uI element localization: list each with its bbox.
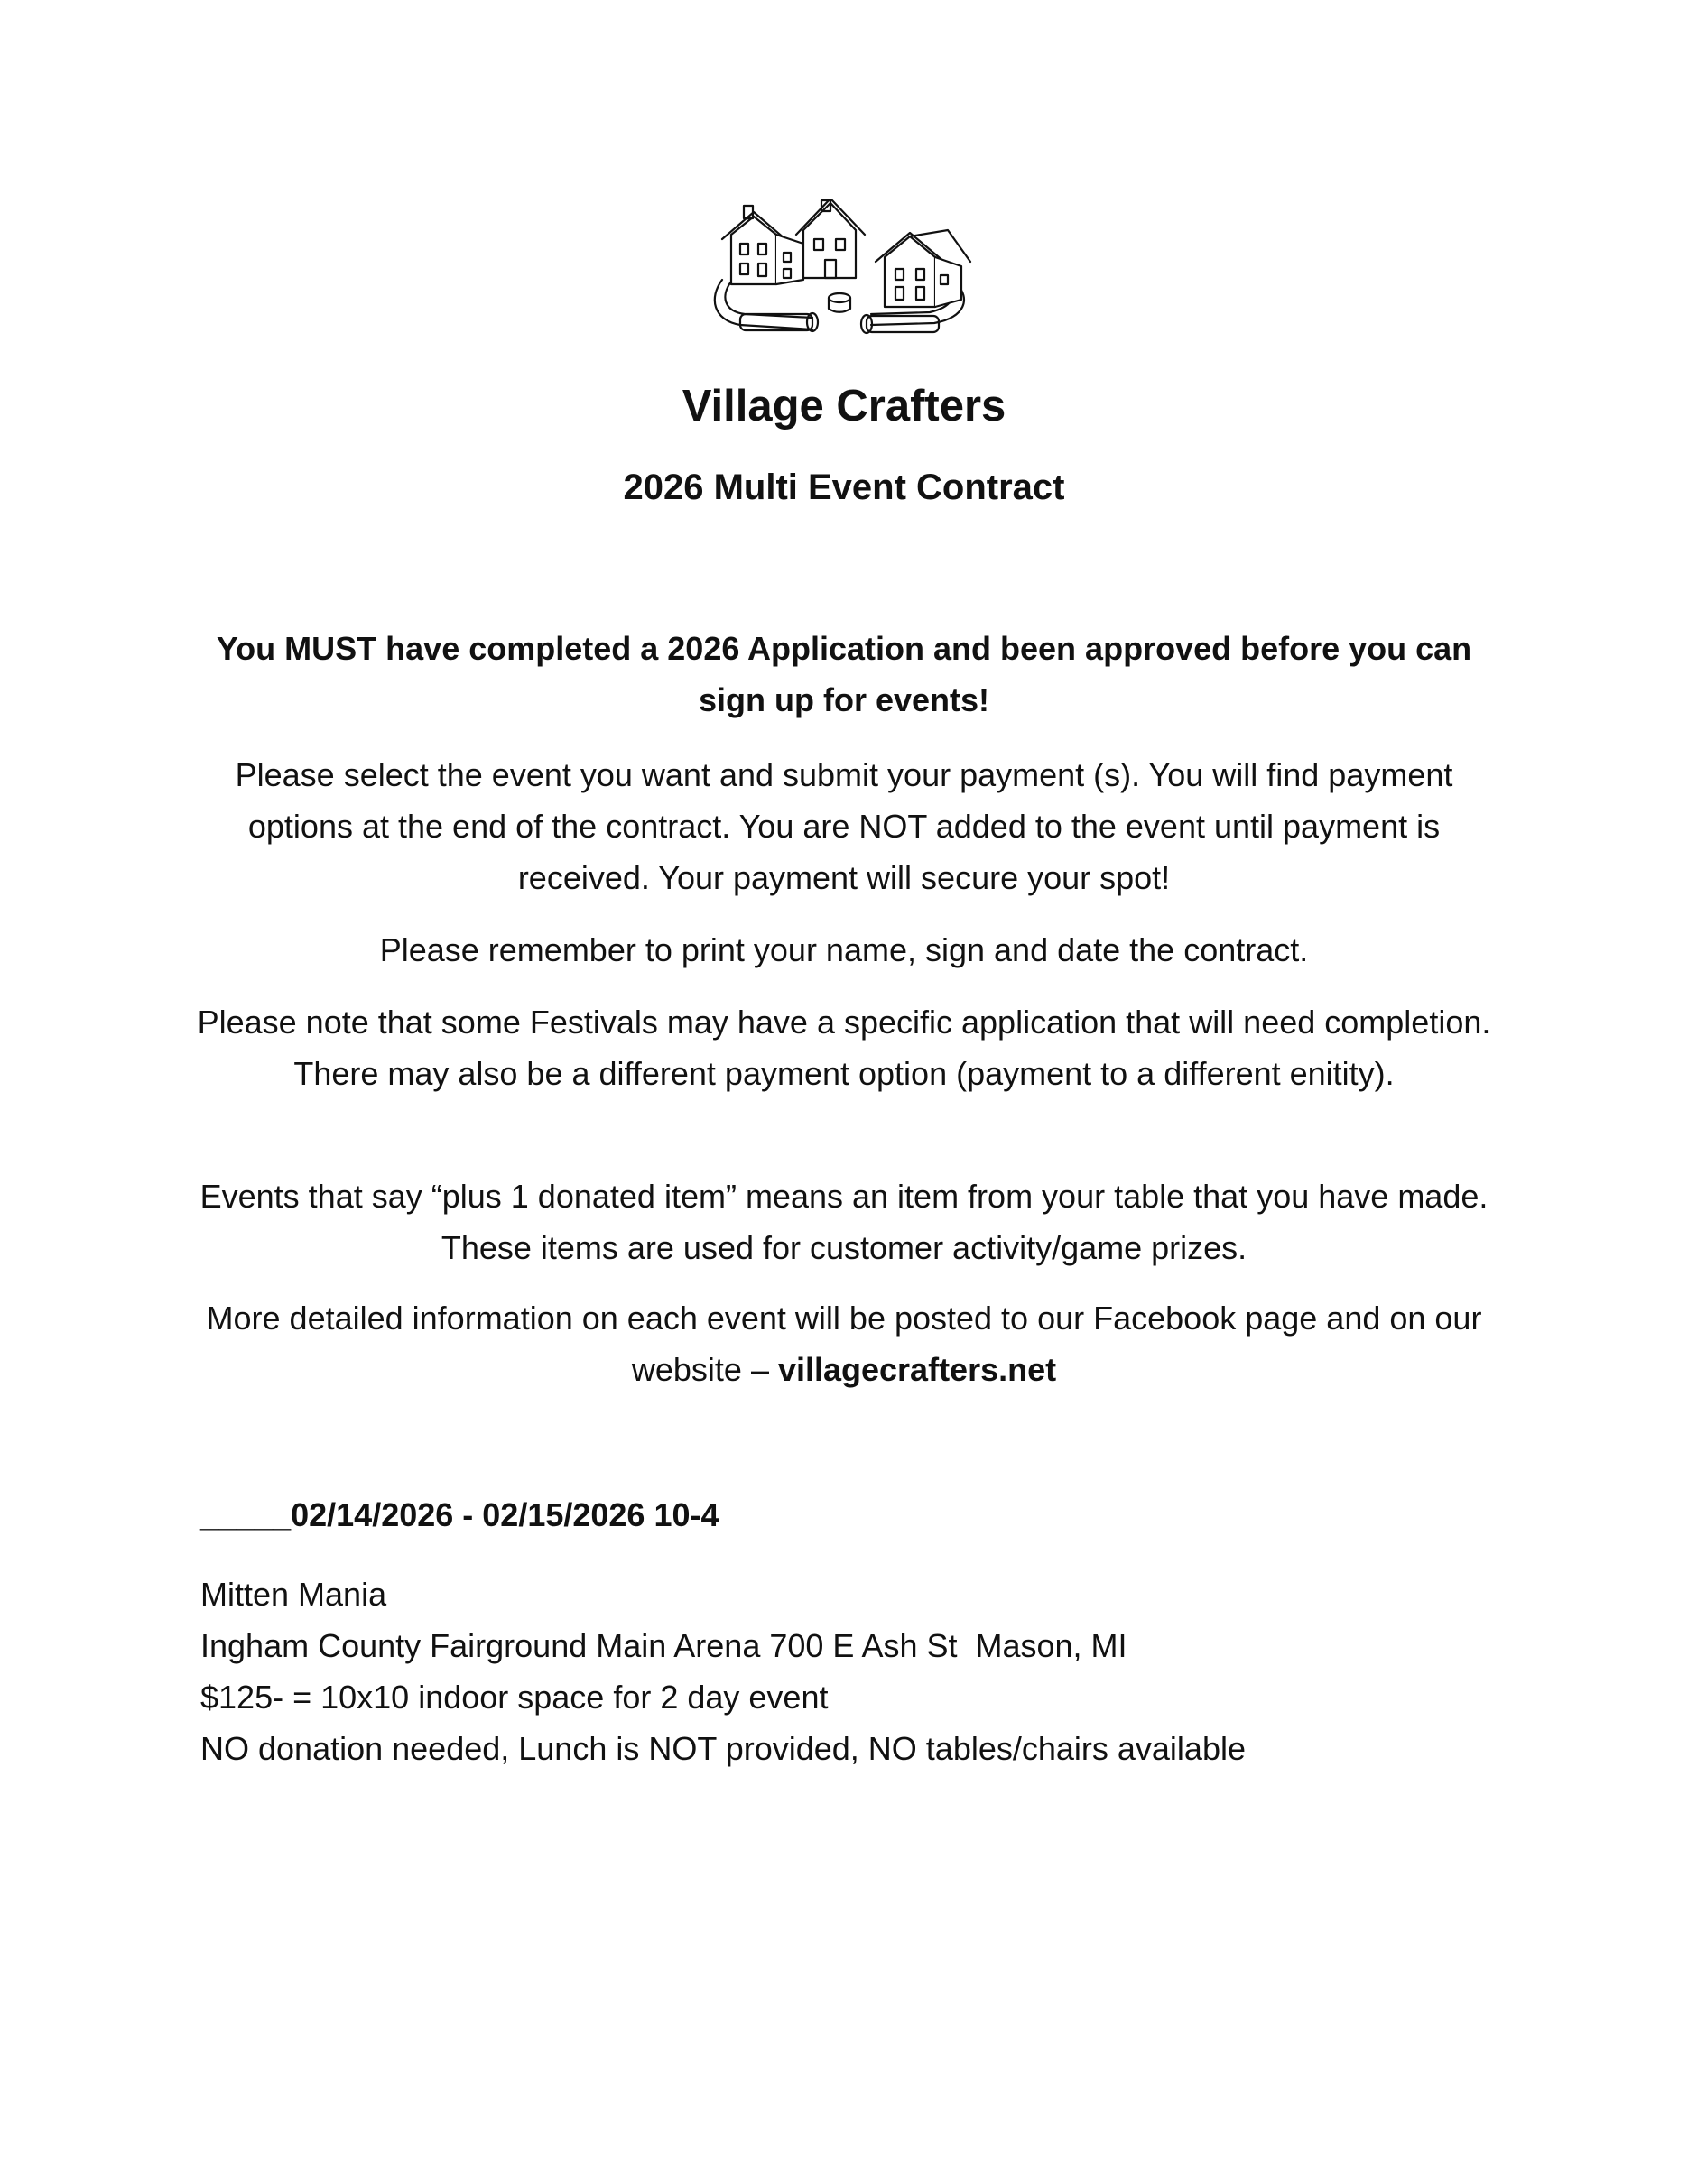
contract-subtitle: 2026 Multi Event Contract [623, 467, 1065, 507]
event-name: Mitten Mania [200, 1576, 387, 1613]
requirement-notice: You MUST have completed a 2026 Application and been approved before you can sign up for events! [216, 630, 1472, 718]
event-date: 02/14/2026 - 02/15/2026 10-4 [291, 1496, 719, 1533]
event-notes: NO donation needed, Lunch is NOT provided, NO tables/chairs available [200, 1730, 1246, 1767]
signature-reminder: Please remember to print your name, sign and date the contract. [379, 931, 1309, 968]
event-date-line [200, 1489, 1554, 1541]
payment-instructions: Please select the event you want and submit your payment (s). You will find payment options at the end of the contract. You are NOT added to the event until payment is received. Your payment will secure your spot! [235, 756, 1453, 896]
page-title: Village Crafters [682, 382, 1006, 430]
festival-note: Please note that some Festivals may have a specific application that will need completion. There may also be a different payment option (payment to a different enitity). [197, 1004, 1491, 1092]
info-note [185, 1292, 1503, 1395]
event-checkbox-blank[interactable]: _____ [200, 1496, 292, 1533]
village-houses-icon [704, 199, 975, 352]
event-price: $125- = 10x10 indoor space for 2 day event [200, 1679, 829, 1716]
event-location: Ingham County Fairground Main Arena 700 E Ash St Mason, MI [200, 1627, 1127, 1664]
donation-note: Events that say “plus 1 donated item” means an item from your table that you have made. These items are used for customer activity/game prizes. [199, 1178, 1489, 1266]
website-link[interactable]: villagecrafters.net [777, 1351, 1057, 1388]
info-text: More detailed information on each event will be posted to our Facebook page and on our website – [206, 1300, 1482, 1388]
event-details [200, 1569, 1554, 1774]
